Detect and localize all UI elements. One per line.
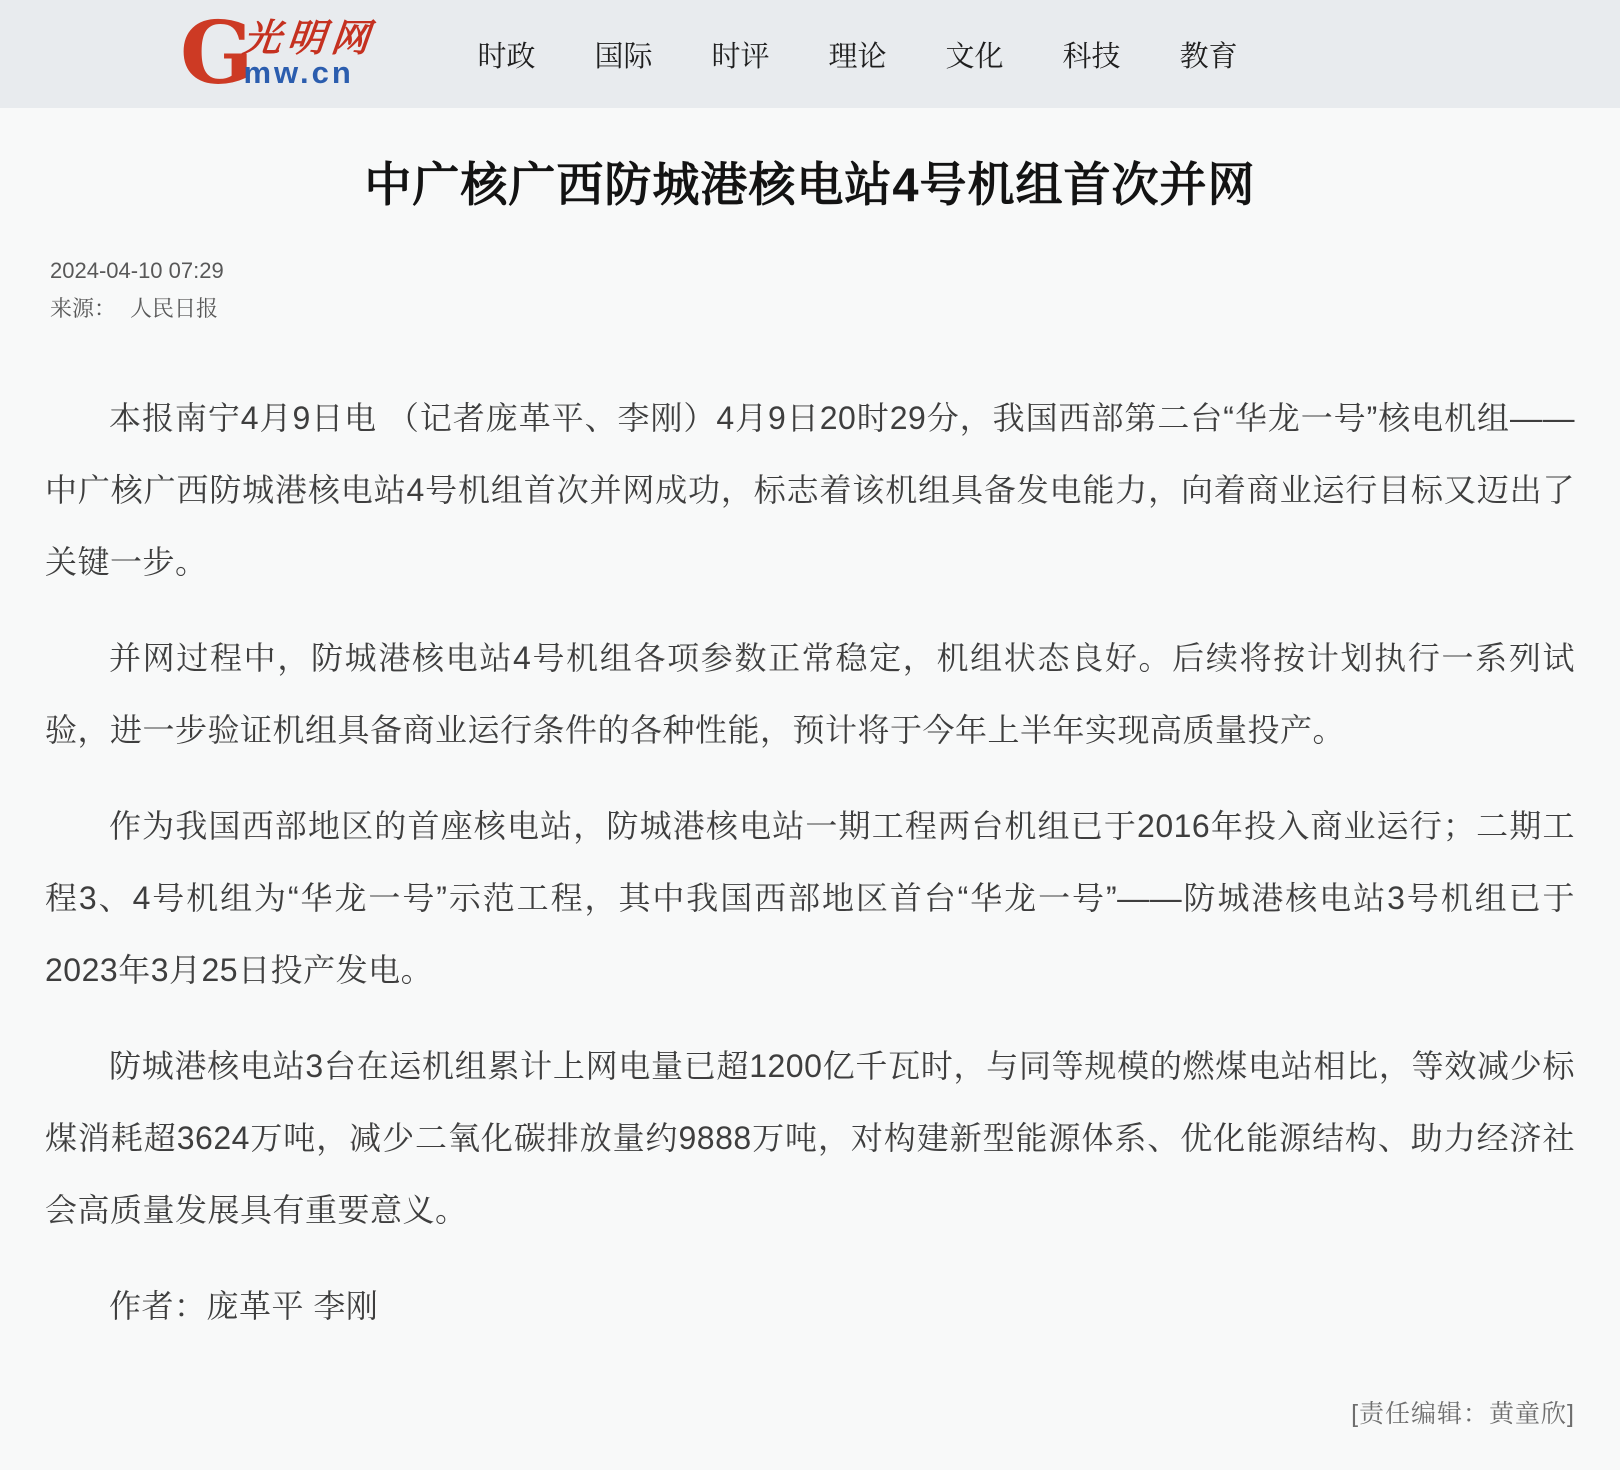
article-date: 2024-04-10 07:29 xyxy=(50,257,224,283)
nav-item-politics[interactable]: 时政 xyxy=(477,40,536,73)
article-paragraph: 作为我国西部地区的首座核电站，防城港核电站一期工程两台机组已于2016年投入商业运行；二期工程3、4号机组为“华龙一号”示范工程，其中我国西部地区首台“华龙一号”——防城港核电站3号机组已于2023年3月25日投产发电。 xyxy=(45,808,1575,989)
logo-domain-text: mw.cn xyxy=(243,55,354,91)
primary-nav xyxy=(477,34,1237,75)
logo-g-mark: G xyxy=(180,3,254,105)
article-source-row xyxy=(50,294,1575,325)
nav-item-culture[interactable]: 文化 xyxy=(945,40,1004,73)
site-logo[interactable] xyxy=(180,3,378,105)
article-source: 人民日报 xyxy=(130,295,219,321)
nav-item-tech[interactable]: 科技 xyxy=(1062,40,1121,73)
nav-item-commentary[interactable]: 时评 xyxy=(711,40,770,73)
logo-script-text: 光明网 xyxy=(241,17,378,60)
article-author: 作者：庞革平 李刚 xyxy=(109,1288,379,1325)
article-paragraph: 本报南宁4月9日电 （记者庞革平、李刚）4月9日20时29分，我国西部第二台“华龙一号”核电机组——中广核广西防城港核电站4号机组首次并网成功，标志着该机组具备发电能力，向着商业运行目标又迈出了关键一步。 xyxy=(45,400,1575,581)
article-source-label: 来源： xyxy=(50,295,117,321)
article-meta xyxy=(50,256,1575,325)
article-title: 中广核广西防城港核电站4号机组首次并网 xyxy=(364,158,1256,211)
article xyxy=(0,152,1620,1470)
logo-text-block xyxy=(241,17,378,91)
nav-item-international[interactable]: 国际 xyxy=(594,40,653,73)
article-paragraph: 并网过程中，防城港核电站4号机组各项参数正常稳定，机组状态良好。后续将按计划执行一系列试验，进一步验证机组具备商业运行条件的各种性能，预计将于今年上半年实现高质量投产。 xyxy=(45,640,1575,749)
article-body xyxy=(45,382,1575,1342)
nav-item-education[interactable]: 教育 xyxy=(1179,40,1238,73)
nav-item-theory[interactable]: 理论 xyxy=(828,40,887,73)
site-header xyxy=(0,0,1620,108)
article-paragraph: 防城港核电站3台在运机组累计上网电量已超1200亿千瓦时，与同等规模的燃煤电站相比，等效减少标煤消耗超3624万吨，减少二氧化碳排放量约9888万吨，对构建新型能源体系、优化能源结构、助力经济社会高质量发展具有重要意义。 xyxy=(45,1048,1575,1229)
editor-credit: [责任编辑：黄童欣] xyxy=(1351,1400,1575,1429)
